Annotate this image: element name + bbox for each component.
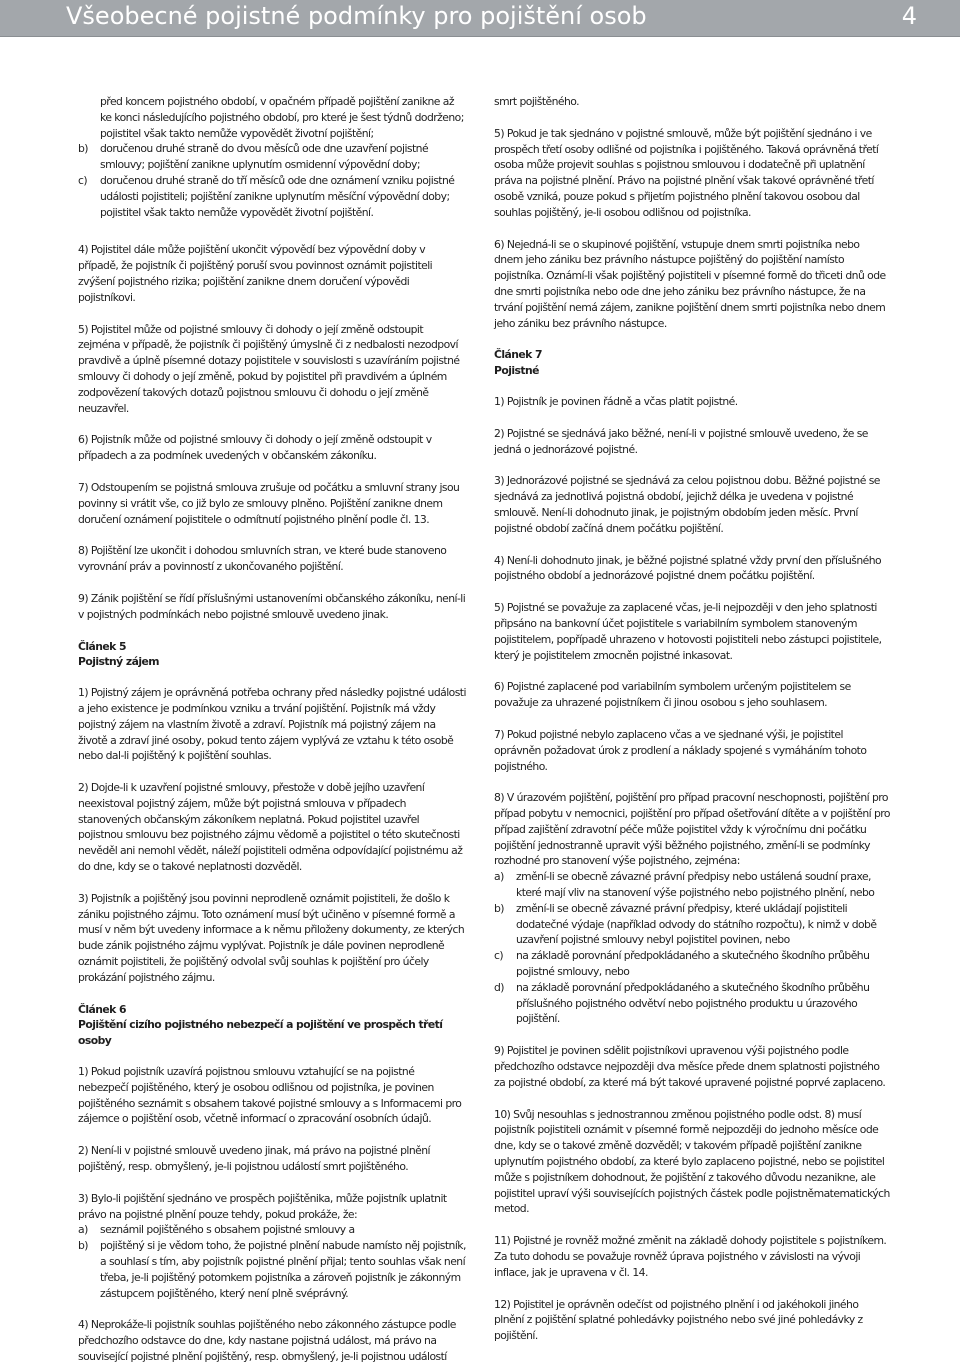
list-item-c: [78, 173, 466, 220]
paragraph: 6) Pojistné zaplacené pod variabilním symbolem určeným pojistitelem se považuje za uhrazené pojistníkem či jinou osobou s jeho souhlasem.: [494, 680, 851, 710]
paragraph: 9) Zánik pojištění se řídí příslušnými ustanoveními občanského zákoníku, není-li v pojistných podmínkách nebo pojistné smlouvě uvedeno jinak.: [78, 591, 466, 621]
list-marker: c): [78, 173, 88, 187]
paragraph: 4) Není-li dohodnuto jinak, je běžné pojistné splatné vždy první den příslušného pojistného období a jednorázové pojistné dnem počátku pojištění.: [494, 553, 882, 583]
list-marker: b): [494, 901, 504, 915]
paragraph: 7) Pokud pojistné nebylo zaplaceno včas a ve sjednané výši, je pojistitel oprávněn požadovat úrok z prodlení a náklady spojené s vymáháním tohoto pojistného.: [494, 727, 867, 773]
paragraph: 5) Pojistitel může od pojistné smlouvy či dohody o její změně odstoupit zejména v případě, že pojistník či pojištěný úmyslně či z nedbalosti nezodpoví pravdivě a úplně písemné dotazy pojistitele v souvislosti s uzavíráním pojistné smlouvy či dohody o její změně, pokud by pojistitel při pravdivém a úplném zodpovězení takových dotazů pojistnou smlouvu či dohodu o její změně neuzavřel.: [78, 322, 460, 415]
article-title: Pojištění cizího pojistného nebezpečí a pojištění ve prospěch třetí osoby: [78, 1018, 443, 1048]
list-item-c: [494, 948, 890, 980]
list-marker: b): [78, 142, 88, 156]
list-item-b: [78, 1238, 466, 1301]
article-title: Pojistný zájem: [78, 655, 159, 669]
article-5-heading: [78, 639, 466, 671]
article-number: Článek 5: [78, 639, 126, 653]
list-marker: a): [494, 870, 504, 884]
paragraph: 7) Odstoupením se pojistná smlouva zrušuje od počátku a smluvní strany jsou povinny si vrátit vše, co již bylo ze smlouvy plněno. Pojištění zanikne dnem doručení oznámení pojistitele o odmítnutí pojistného plnění podle čl. 13.: [78, 480, 460, 526]
paragraph: 1) Pojistník je povinen řádně a včas platit pojistné.: [494, 394, 738, 408]
continued-text-span: před koncem pojistného období, v opačném případě pojištění zanikne až ke konci následujícího pojistného období, pro které je šest týdnů dodrženo; pojistitel však takto nemůže vypovědět životní pojištění;: [100, 95, 464, 140]
list-text: změní-li se obecně závazné právní předpisy nebo ustálená soudní praxe, které mají vliv na stanovení výše pojistného nebo pojistného plnění, nebo: [516, 870, 875, 900]
list-marker: b): [78, 1239, 88, 1253]
list-text: doručenou druhé straně do dvou měsíců ode dne uzavření pojistné smlouvy; pojištění zanikne uplynutím osmidenní výpovědní doby;: [100, 142, 429, 172]
list-item-b: [494, 901, 890, 948]
paragraph: 3) Bylo-li pojištění sjednáno ve prospěch pojištěnika, může pojistník uplatnit právo na pojistné plnění pouze tehdy, pokud prokáže, že:: [78, 1191, 447, 1221]
list-text: na základě porovnání předpokládaného a skutečného škodního průběhu pojistné smlouvy, nebo: [516, 949, 870, 979]
list-text: doručenou druhé straně do tří měsíců ode dne oznámení vzniku pojistné události pojistiteli; pojištění zanikne uplynutím měsíční výpovědní doby; pojistitel však takto nemůže vypovědět životní pojištění.: [100, 173, 455, 219]
list-item-b: [78, 141, 466, 173]
paragraph: 5) Pojistné se považuje za zaplacené včas, je-li nejpozději v den jeho splatnosti připsáno na bankovní účet pojistitele s variabilním symbolem stanoveným pojistitelem, popřípadě uhrazeno v hotovosti pojistiteli nebo zástupci pojistitele, který je pojistitelem zmocněn pojistné inkasovat.: [494, 601, 882, 662]
article-6-heading: [78, 1002, 466, 1049]
continued-text: smrt pojištěného.: [494, 95, 580, 108]
list-text: seznámil pojištěného s obsahem pojistné smlouvy a: [100, 1223, 355, 1237]
page-number: 4: [901, 2, 917, 30]
paragraph: 3) Pojistník a pojištěný jsou povinni neprodleně oznámit pojistiteli, že došlo k zániku pojistného zájmu. Toto oznámení musí být učiněno v písemné formě a musí v něm být uvedeny informace a k němu přiloženy dokumenty, ze kterých bude zánik pojistného zájmu vyplývat. Pojistník je dále povinen neprodleně oznámit pojistiteli, že pojištěný odvolal svůj souhlas k pojištění pro účely prokázání pojistného zájmu.: [78, 891, 465, 984]
list-marker: c): [494, 949, 504, 963]
list-text: na základě porovnání předpokládaného a skutečného škodního průběhu příslušného pojistného odvětví nebo pojistného produktu u úrazového pojištění.: [516, 980, 870, 1026]
paragraph: 5) Pokud je tak sjednáno v pojistné smlouvě, může být pojištění sjednáno i ve prospěch třetí osoby odlišné od pojistníka i pojištěného. Taková oprávněná třetí osoba může projevit souhlas s pojistnou smlouvou i dodatečně při uplatnění práva na pojistné plnění. Právo na pojistné plnění však takové oprávněné třetí osobě vzniká, pouze pokud s přijetím pojistného plnění takovou osobou dal souhlas pojištěný, je-li osobou odlišnou od pojistníka.: [494, 126, 879, 219]
article-7-heading: [494, 347, 890, 379]
paragraph: 2) Není-li v pojistné smlouvě uvedeno jinak, má právo na pojistné plnění pojištěný, resp. obmyšlený, je-li pojistnou událostí smrt pojištěného.: [78, 1144, 430, 1174]
paragraph: 10) Svůj nesouhlas s jednostrannou změnou pojistného podle odst. 8) musí pojistník pojistiteli oznámit v písemné formě nejpozději do jednoho měsíce ode dne, kdy se o takové změně dozvěděl; v takovém případě pojištění zanikne uplynutím pojistného období, za které bylo zaplaceno pojistné, nebo se pojistitel může s pojistníkem dohodnout, že pojištění z takového důvodu nezanikne, ale pojistitel upraví výši souvisejících pojistných částek podle pojistněmatematických metod.: [494, 1107, 890, 1216]
paragraph: 8) Pojištění lze ukončit i dohodou smluvních stran, ve které bude stanoveno vyrovnání práv a povinností z ukončovaného pojištění.: [78, 544, 447, 574]
paragraph: 2) Pojistné se sjednává jako běžné, není-li v pojistné smlouvě uvedeno, že se jedná o jednorázové pojistné.: [494, 426, 868, 456]
paragraph: 3) Jednorázové pojistné se sjednává za celou pojistnou dobu. Běžné pojistné se sjednává za jednotlivá pojistná období, jejichž délka je uvedena v pojistné smlouvě. Není-li dohodnuto jinak, je pojistným obdobím jeden měsíc. První pojistné období začíná dnem počátku pojištění.: [494, 474, 880, 535]
article-number: Článek 6: [78, 1002, 126, 1016]
list-text: pojištěný si je vědom toho, že pojistné plnění nabude namísto něj pojistník, a souhlasí s tím, aby pojistník pojistné plnění přijal; tento souhlas však není třeba, je-li pojištěný potomkem pojistníka a zároveň pojistník je zákonným zástupcem pojištěného, který není plně svéprávný.: [100, 1239, 466, 1300]
left-column: [78, 94, 466, 1365]
list-item-a: [78, 1222, 466, 1238]
paragraph: 6) Pojistník může od pojistné smlouvy či dohody o její změně odstoupit v případech a za podmínek uvedených v občanském zákoníku.: [78, 433, 432, 463]
paragraph: 4) Neprokáže-li pojistník souhlas pojištěného nebo zákonného zástupce podle předchozího odstavce do dne, kdy nastane pojistná událost, má právo na související pojistné plnění pojištěný, resp. obmyšlený, je-li pojistnou událostí: [78, 1318, 456, 1363]
paragraph: 1) Pojistný zájem je oprávněná potřeba ochrany před následky pojistné události a jeho existence je podmínkou vzniku a trvání pojištění. Pojistník má vždy pojistný zájem na vlastním životě a zdraví. Pojistník má pojistný zájem na životě a zdraví jiné osoby, pokud tento zájem vyplývá ze vztahu k této osobě nebo dal-li pojištěný k pojištění souhlas.: [78, 686, 466, 763]
document-title: Všeobecné pojistné podmínky pro pojištění osob: [66, 2, 647, 30]
list-item-a: [494, 869, 890, 901]
paragraph: 11) Pojistné je rovněž možné změnit na základě dohody pojistitele s pojistníkem. Za tuto dohodu se považuje rovněž úprava pojistného v závislosti na vývoji inflace, jak je upravena v čl. 14.: [494, 1234, 887, 1279]
paragraph: 6) Nejedná-li se o skupinové pojištění, vstupuje dnem smrti pojistníka nebo dnem jeho zániku bez právního nástupce pojištěný do pojištění namísto pojistníka. Oznámí-li však pojištěný pojistiteli v písemné formě do třiceti dnů ode dne smrti pojistníka nebo ode dne jeho zániku bez právního nástupce, že na trvání pojištění nemá zájem, zanikne pojištění dnem smrti pojistníka nebo dnem jeho zániku bez právního nástupce.: [494, 237, 886, 330]
paragraph: 12) Pojistitel je oprávněn odečíst od pojistného plnění i od jakéhokoli jiného plnění z pojištění splatné pohledávky pojistného nebo své jiné pohledávky z pojištění.: [494, 1297, 863, 1343]
article-title: Pojistné: [494, 364, 539, 378]
paragraph: 4) Pojistitel dále může pojištění ukončit výpovědí bez výpovědní doby v případě, že pojistník či pojištěný poruší svou povinnost oznámit pojistiteli zvýšení pojistného rizika; pojištění zanikne dnem doručení výpovědi pojistníkovi.: [78, 243, 433, 304]
continued-text: [100, 94, 466, 141]
paragraph: 8) V úrazovém pojištění, pojištění pro případ pracovní neschopnosti, pojištění pro případ pobytu v nemocnici, pojištění pro případ ošetřování dítěte a v pojištění pro případ zajištění zdravotní péče může pojistitel vždy k výročnímu dni počátku pojištění jednostranně upravit výši běžného pojistného, změní-li se podmínky rozhodné pro stanovení výše pojistného, zejména:: [494, 791, 890, 868]
right-column: [494, 94, 890, 1344]
list-marker: a): [78, 1223, 88, 1237]
list-marker: d): [494, 980, 504, 994]
page-header: [0, 0, 960, 37]
list-text: změní-li se obecně závazné právní předpisy, které ukládají pojistiteli dodatečné výdaje (například odvody do státního rozpočtu), k nimž v době uzavření pojistné smlouvy nebyl pojistitel povinen, nebo: [516, 901, 877, 947]
paragraph: 9) Pojistitel je povinen sdělit pojistníkovi upravenou výši pojistného podle předchozího odstavce nejpozději dva měsíce přede dnem splatnosti pojistného za pojistné období, za které má být takové upravené pojistné poprvé zaplaceno.: [494, 1044, 886, 1089]
paragraph: 1) Pokud pojistník uzavírá pojistnou smlouvu vztahující se na pojistné nebezpečí pojištěného, který je osobou odlišnou od pojistníka, je povinen pojištěného seznámit s obsahem takové pojistné smlouvy a s Informacemi pro zájemce o pojištění osob, včetně informací o zpracování osobních údajů.: [78, 1065, 462, 1126]
list-item-d: [494, 980, 890, 1027]
paragraph: 2) Dojde-li k uzavření pojistné smlouvy, přestože v době jejího uzavření neexistoval pojistný zájem, může být pojistná smlouva v případech stanovených občanským zákoníkem neplatná. Pokud pojistitel uzavřel pojistnou smlouvu bez pojistného zájmu vědomě a pojistitel o této skutečnosti nevěděl ani nemohl vědět, náleží pojistiteli odměna odpovídající pojistnému až do dne, kdy se o takové neplatnosti dozvěděl.: [78, 781, 463, 874]
article-number: Článek 7: [494, 348, 542, 362]
